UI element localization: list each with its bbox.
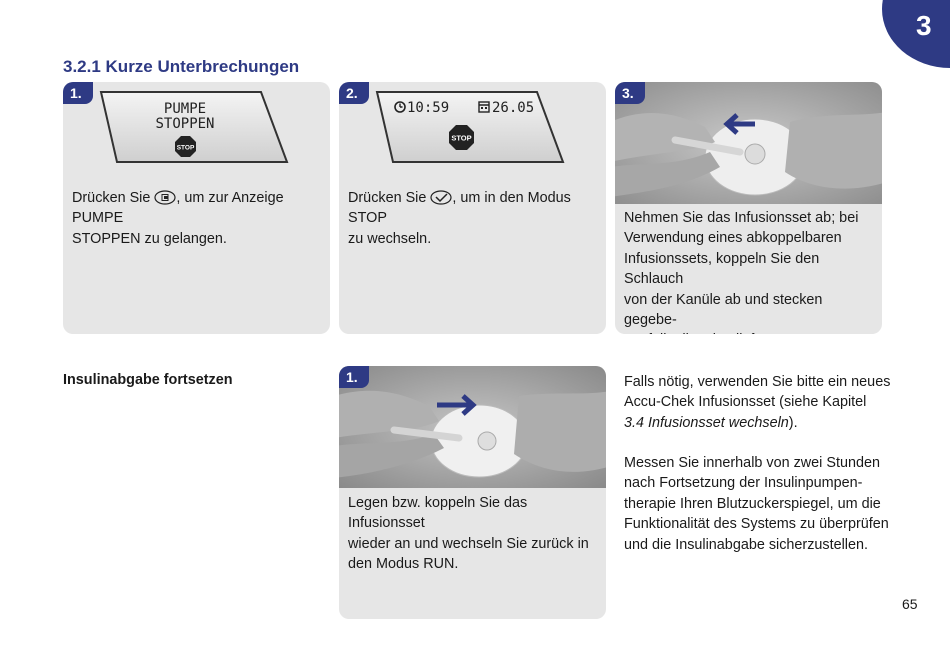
pump-display-illustration [93, 90, 293, 165]
resume-heading: Insulinabgabe fortsetzen [63, 372, 233, 388]
resume-step-panel [339, 366, 606, 619]
lcd-line1: PUMPE [163, 101, 207, 117]
step-text: Drücken Sie , um in den Modus STOP zu wechseln. [348, 190, 571, 247]
pump-display-illustration [369, 90, 569, 165]
step-text: Legen bzw. koppeln Sie das Infusionsset wieder an und wechseln Sie zurück in den Modus RUN. [348, 495, 589, 573]
step-panel-2 [339, 82, 606, 334]
check-button-icon [430, 190, 452, 205]
menu-button-icon [154, 190, 176, 205]
step-badge: 1. [63, 82, 93, 104]
info-paragraph-2: Messen Sie innerhalb von zwei Stunden nach Fortsetzung der Insulinpumpen- therapie Ihren Blutzuckerspiegel, um die Funktionalität des Systems zu überprüfen und die Insulinabgabe sicherzustellen. [624, 455, 889, 553]
chapter-number: 3 [916, 10, 932, 41]
stop-icon [175, 136, 196, 157]
step-text: Drücken Sie , um zur Anzeige PUMPE STOPPEN zu gelangen. [72, 190, 284, 247]
page-number: 65 [902, 596, 918, 612]
step-panel-1 [63, 82, 330, 334]
section-title: 3.2.1 Kurze Unterbrechungen [63, 57, 300, 76]
chapter-reference: 3.4 Infusionsset wechseln [624, 414, 789, 431]
attach-infusion-set-photo [339, 366, 606, 488]
detach-infusion-set-photo [615, 82, 882, 204]
lcd-date: 26.05 [492, 100, 535, 116]
step-badge: 2. [339, 82, 369, 104]
step-panel-3 [615, 82, 882, 334]
info-paragraph-1: Falls nötig, verwenden Sie bitte ein neues Accu-Chek Infusionsset (siehe Kapitel 3.4 Infusionsset wechseln). [624, 374, 891, 431]
lcd-time: 10:59 [407, 100, 450, 116]
stop-icon [449, 125, 474, 150]
step-badge: 3. [615, 82, 645, 104]
step-badge: 1. [339, 366, 369, 388]
lcd-line2: STOPPEN [155, 116, 215, 132]
step-text: Nehmen Sie das Infusionsset ab; bei Verwendung eines abkoppelbaren Infusionssets, koppeln Sie den Schlauch von der Kanüle ab und stecken gegebe- [624, 210, 859, 329]
svg-text:STOP: STOP [176, 144, 195, 152]
svg-text:STOP: STOP [451, 133, 472, 143]
